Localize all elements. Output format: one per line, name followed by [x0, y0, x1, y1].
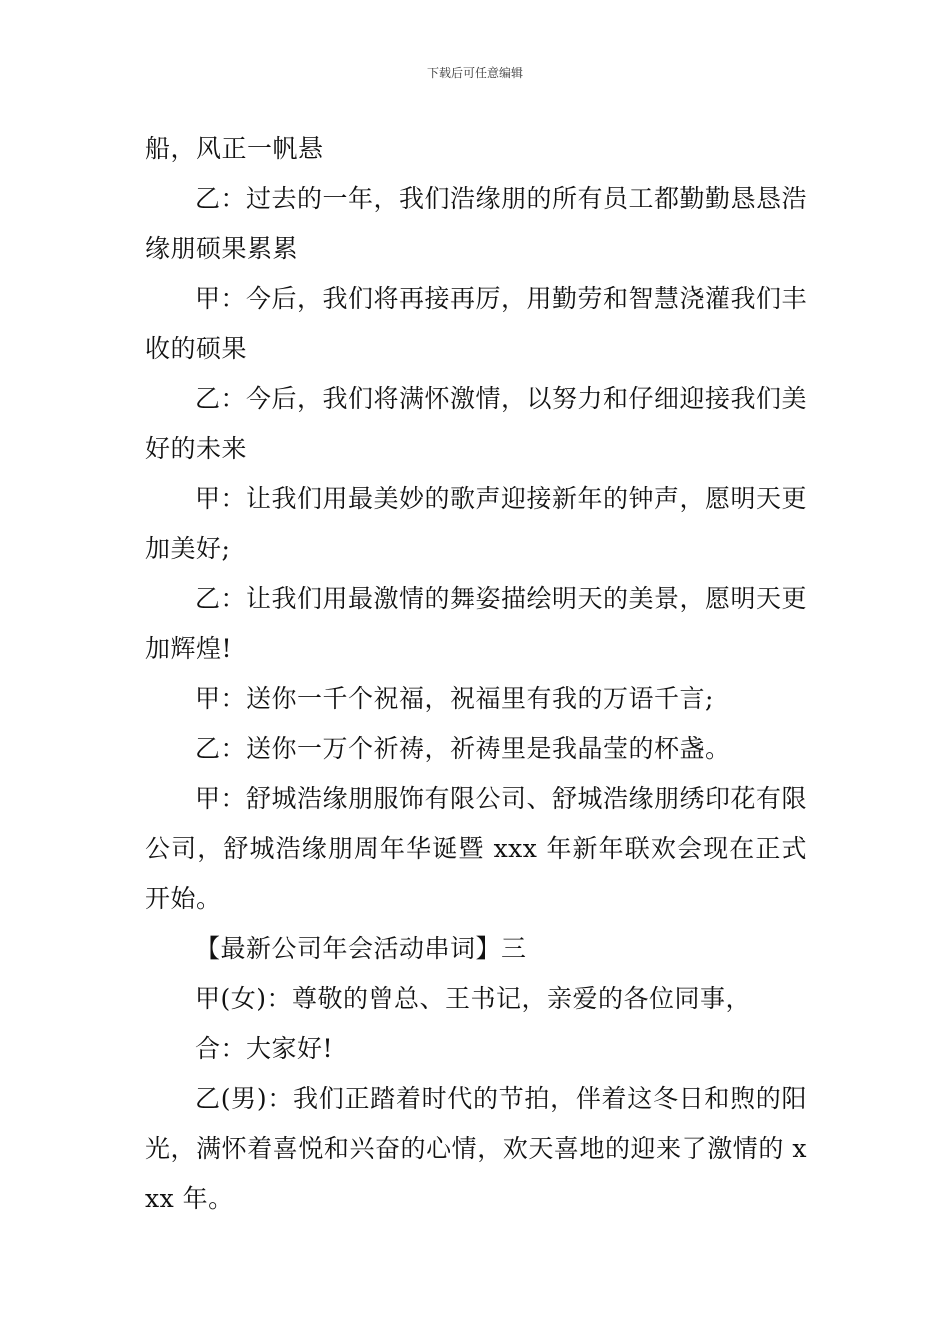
- document-body: [145, 124, 807, 1224]
- paragraph-1: 船，风正一帆悬: [145, 134, 324, 163]
- paragraph-3: 甲：今后，我们将再接再厉，用勤劳和智慧浇灌我们丰收的硕果: [145, 284, 808, 363]
- paragraph-8: 乙：送你一万个祈祷，祈祷里是我晶莹的杯盏。: [195, 734, 731, 763]
- paragraph-9: 甲：舒城浩缘朋服饰有限公司、舒城浩缘朋绣印花有限公司，舒城浩缘朋周年华诞暨 xxx 年新年联欢会现在正式开始。: [145, 784, 808, 913]
- paragraph-5: 甲：让我们用最美妙的歌声迎接新年的钟声，愿明天更加美好;: [145, 484, 808, 563]
- paragraph-4: 乙：今后，我们将满怀激情，以努力和仔细迎接我们美好的未来: [145, 384, 808, 463]
- paragraph-11: 甲(女)：尊敬的曾总、王书记，亲爱的各位同事，: [195, 984, 752, 1013]
- paragraph-2: 乙：过去的一年，我们浩缘朋的所有员工都勤勤恳恳浩缘朋硕果累累: [145, 184, 808, 263]
- paragraph-6: 乙：让我们用最激情的舞姿描绘明天的美景，愿明天更加辉煌!: [145, 584, 808, 663]
- page-header: 下载后可任意编辑: [426, 66, 523, 80]
- paragraph-7: 甲：送你一千个祝福，祝福里有我的万语千言;: [195, 684, 714, 713]
- section-heading: 【最新公司年会活动串词】三: [195, 934, 527, 963]
- paragraph-12: 合：大家好!: [195, 1034, 334, 1063]
- paragraph-13: 乙(男)：我们正踏着时代的节拍，伴着这冬日和煦的阳光，满怀着喜悦和兴奋的心情，欢天喜地的迎来了激情的 xxx 年。: [145, 1084, 807, 1213]
